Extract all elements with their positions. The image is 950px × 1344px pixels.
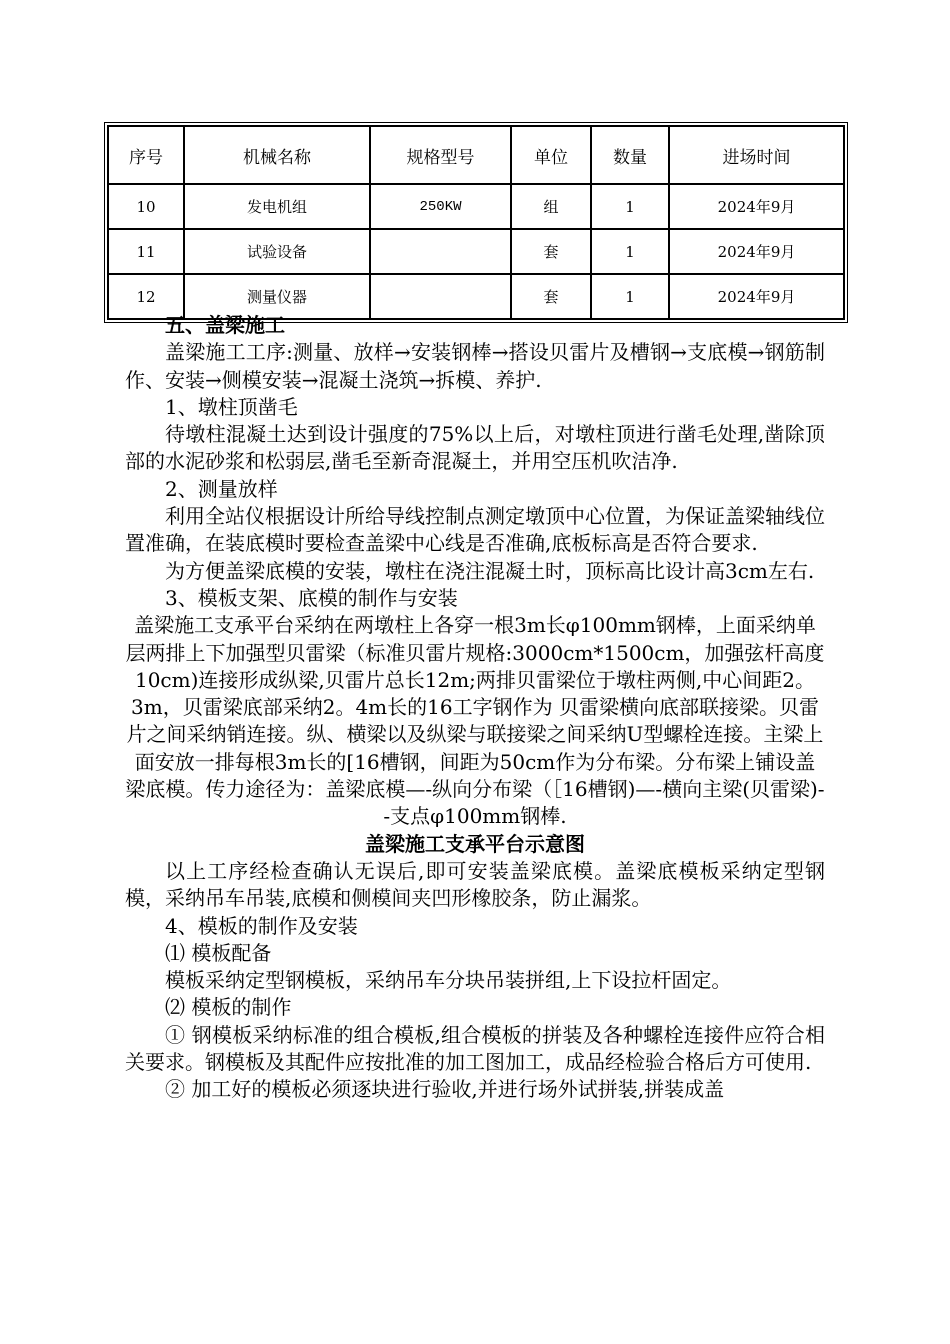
table-row [108, 184, 844, 229]
header-index: 序号 [108, 126, 184, 184]
cell-quantity: 1 [591, 274, 669, 319]
after-figure-paragraph: 以上工序经检查确认无误后,即可安装盖梁底模。盖梁底模板采纳定型钢模，采纳吊车吊装,底模和侧模间夹凹形橡胶条，防止漏浆。 [125, 858, 825, 911]
subsection-2-text-1: 利用全站仪根据设计所给导线控制点测定墩顶中心位置，为保证盖梁轴线位置准确，在装底模时要检查盖梁中心线是否准确,底板标高是否符合要求. [125, 504, 825, 556]
header-spec: 规格型号 [370, 126, 511, 184]
list-item: ① 钢模板采纳标准的组合模板,组合模板的拼装及各种螺栓连接件应符合相关要求。钢模板及其配件应按批准的加工图加工，成品经检验合格后方可使用. [125, 1022, 825, 1075]
subsection-3-title: 3、模板支架、底模的制作与安装 [165, 585, 458, 610]
cell-spec [370, 229, 511, 274]
subsection-4-2-title: ⑵ 模板的制作 [165, 995, 292, 1020]
subsection-2-text-2: 为方便盖梁底模的安装，墩柱在浇注混凝土时，顶标高比设计高3cm左右. [165, 558, 815, 583]
cell-quantity: 1 [591, 184, 669, 229]
cell-spec: 250KW [370, 184, 511, 229]
list-item: ② 加工好的模板必须逐块进行验收,并进行场外试拼装,拼装成盖 [165, 1077, 725, 1102]
subsection-4-1-text: 模板采纳定型钢模板，采纳吊车分块吊装拼组,上下设拉杆固定。 [165, 968, 732, 993]
table-header-row [108, 126, 844, 184]
cell-entry-time: 2024年9月 [669, 274, 844, 319]
document-body [125, 312, 825, 1104]
header-quantity: 数量 [591, 126, 669, 184]
process-paragraph: 盖梁施工工序:测量、放样→安装钢棒→搭设贝雷片及槽钢→支底模→钢筋制作、安装→侧模安装→混凝土浇筑→拆模、养护. [125, 340, 825, 392]
header-entry-time: 进场时间 [669, 126, 844, 184]
equipment-table-container [107, 125, 843, 320]
subsection-1-title: 1、墩柱顶凿毛 [165, 394, 298, 419]
cell-index: 11 [108, 229, 184, 274]
cell-unit: 套 [511, 274, 591, 319]
subsection-2-title: 2、测量放样 [165, 476, 278, 501]
cell-quantity: 1 [591, 229, 669, 274]
cell-unit: 套 [511, 229, 591, 274]
table-row [108, 229, 844, 274]
equipment-table [107, 125, 845, 320]
section-heading: 五、盖梁施工 [165, 313, 285, 337]
figure-caption: 盖梁施工支承平台示意图 [365, 831, 585, 856]
subsection-1-text: 待墩柱混凝土达到设计强度的75%以上后，对墩柱顶进行凿毛处理,凿除顶部的水泥砂浆和松弱层,凿毛至新奇混凝土，并用空压机吹洁净. [125, 422, 825, 474]
cell-machine-name: 测量仪器 [184, 274, 370, 319]
cell-index: 10 [108, 184, 184, 229]
header-unit: 单位 [511, 126, 591, 184]
header-machine-name: 机械名称 [184, 126, 370, 184]
cell-machine-name: 试验设备 [184, 229, 370, 274]
subsection-4-1-title: ⑴ 模板配备 [165, 940, 272, 965]
cell-entry-time: 2024年9月 [669, 229, 844, 274]
subsection-4-title: 4、模板的制作及安装 [165, 913, 358, 938]
cell-machine-name: 发电机组 [184, 184, 370, 229]
cell-index: 12 [108, 274, 184, 319]
subsection-3-text: 盖梁施工支承平台采纳在两墩柱上各穿一根3m长φ100mm钢棒，上面采纳单层两排上下加强型贝雷梁（标准贝雷片规格:3000cm*1500cm，加强弦杆高度10cm)连接形成纵梁,贝雷片总长12m;两排贝雷梁位于墩柱两侧,中心间距2。3m，贝雷梁底部采纳2。4m长的16工字钢作为 贝雷梁横向底部联接梁。贝雷片之间采纳销连接。纵、横梁以及纵梁与联接梁之间采纳U型螺栓连接。主梁上面安放一排每根3m长的[16槽钢，间距为50cm作为分布梁。分布梁上铺设盖梁底模。传力途径为：盖梁底模—-纵向分布梁（［16槽钢)—-横向主梁(贝雷梁)--支点φ100mm钢棒. [125, 613, 825, 829]
cell-entry-time: 2024年9月 [669, 184, 844, 229]
cell-unit: 组 [511, 184, 591, 229]
